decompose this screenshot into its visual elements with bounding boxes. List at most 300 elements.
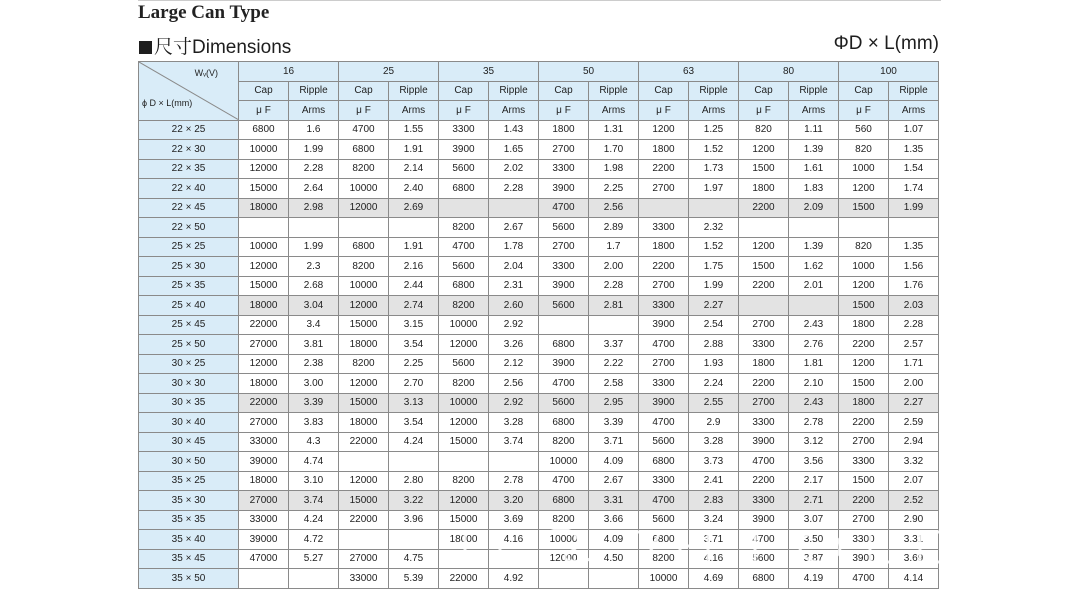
ripple-value-cell: 2.78 [489, 471, 539, 491]
ripple-value-cell [689, 198, 739, 218]
column-label-ripple: Ripple [489, 81, 539, 101]
column-unit-cap: μ F [339, 101, 389, 121]
cap-value-cell: 12000 [339, 471, 389, 491]
cap-value-cell: 47000 [239, 549, 289, 569]
cap-value-cell: 4700 [539, 374, 589, 394]
table-row [139, 374, 939, 394]
cap-value-cell: 1800 [739, 179, 789, 199]
cap-value-cell: 2700 [539, 237, 589, 257]
ripple-value-cell: 3.66 [589, 510, 639, 530]
ripple-value-cell: 2.55 [689, 393, 739, 413]
cap-value-cell: 560 [839, 120, 889, 140]
ripple-value-cell: 2.32 [689, 218, 739, 238]
cap-value-cell [839, 218, 889, 238]
cap-value-cell: 4700 [639, 491, 689, 511]
ripple-value-cell: 1.83 [789, 179, 839, 199]
ripple-value-cell: 1.99 [889, 198, 939, 218]
cap-value-cell: 10000 [439, 393, 489, 413]
ripple-value-cell [789, 218, 839, 238]
cap-value-cell: 10000 [239, 237, 289, 257]
cap-value-cell: 22000 [239, 315, 289, 335]
cap-value-cell [339, 452, 389, 472]
cap-value-cell: 2700 [839, 510, 889, 530]
ripple-value-cell [889, 218, 939, 238]
table-corner-cell [139, 62, 239, 121]
ripple-value-cell: 2.89 [589, 218, 639, 238]
cap-value-cell: 1500 [839, 198, 889, 218]
ripple-value-cell [489, 198, 539, 218]
cap-value-cell: 8200 [339, 354, 389, 374]
ripple-value-cell: 1.78 [489, 237, 539, 257]
ripple-value-cell: 4.24 [389, 432, 439, 452]
table-row [139, 335, 939, 355]
ripple-value-cell: 3.24 [689, 510, 739, 530]
cap-value-cell: 4700 [339, 120, 389, 140]
ripple-value-cell: 1.75 [689, 257, 739, 277]
table-row [139, 491, 939, 511]
ripple-value-cell: 4.16 [489, 530, 539, 550]
cap-value-cell: 15000 [339, 393, 389, 413]
ripple-value-cell: 2.92 [489, 393, 539, 413]
table-row [139, 413, 939, 433]
voltage-axis-label: Wᵥ(V) [194, 68, 218, 78]
cap-value-cell: 3300 [739, 491, 789, 511]
ripple-value-cell: 3.22 [389, 491, 439, 511]
cap-value-cell: 18000 [339, 335, 389, 355]
cap-value-cell: 5600 [639, 510, 689, 530]
cap-value-cell: 1800 [839, 315, 889, 335]
ripple-value-cell: 3.13 [389, 393, 439, 413]
row-size-label: 35 × 30 [139, 491, 239, 511]
cap-value-cell: 5600 [439, 354, 489, 374]
ripple-value-cell: 3.74 [489, 432, 539, 452]
ripple-value-cell: 1.6 [289, 120, 339, 140]
column-unit-ripple: Arms [889, 101, 939, 121]
ripple-value-cell: 2.81 [589, 296, 639, 316]
row-size-label: 22 × 25 [139, 120, 239, 140]
ripple-value-cell: 1.99 [289, 237, 339, 257]
column-label-row [139, 81, 939, 101]
table-row [139, 452, 939, 472]
ripple-value-cell: 2.16 [389, 257, 439, 277]
ripple-value-cell: 2.01 [789, 276, 839, 296]
cap-value-cell: 22000 [339, 510, 389, 530]
cap-value-cell: 12000 [439, 413, 489, 433]
column-label-ripple: Ripple [389, 81, 439, 101]
ripple-value-cell: 2.40 [389, 179, 439, 199]
cap-value-cell: 15000 [339, 491, 389, 511]
ripple-value-cell: 4.50 [589, 549, 639, 569]
ripple-value-cell: 1.97 [689, 179, 739, 199]
column-label-cap: Cap [339, 81, 389, 101]
cap-value-cell: 2700 [739, 393, 789, 413]
cap-value-cell: 2200 [839, 413, 889, 433]
table-row [139, 471, 939, 491]
cap-value-cell: 3900 [539, 276, 589, 296]
ripple-value-cell: 1.99 [289, 140, 339, 160]
column-label-ripple: Ripple [789, 81, 839, 101]
ripple-value-cell: 1.56 [889, 257, 939, 277]
column-unit-ripple: Arms [789, 101, 839, 121]
ripple-value-cell: 3.12 [789, 432, 839, 452]
ripple-value-cell [389, 530, 439, 550]
cap-value-cell: 4700 [639, 335, 689, 355]
cap-value-cell: 22000 [239, 393, 289, 413]
cap-value-cell: 10000 [639, 569, 689, 589]
cap-value-cell: 3300 [839, 452, 889, 472]
cap-value-cell: 2700 [639, 276, 689, 296]
table-row [139, 218, 939, 238]
ripple-value-cell: 2.09 [789, 198, 839, 218]
cap-value-cell: 5600 [539, 296, 589, 316]
cap-value-cell: 3900 [739, 510, 789, 530]
cap-value-cell [439, 549, 489, 569]
row-size-label: 25 × 45 [139, 315, 239, 335]
cap-value-cell: 3300 [739, 335, 789, 355]
cap-value-cell: 3300 [439, 120, 489, 140]
ripple-value-cell: 3.39 [589, 413, 639, 433]
cap-value-cell: 5600 [439, 159, 489, 179]
table-body [139, 120, 939, 588]
table-row [139, 120, 939, 140]
ripple-value-cell: 1.55 [389, 120, 439, 140]
cap-value-cell: 2200 [739, 276, 789, 296]
cap-value-cell: 6800 [439, 179, 489, 199]
ripple-value-cell: 2.27 [689, 296, 739, 316]
cap-value-cell: 1500 [739, 257, 789, 277]
row-size-label: 30 × 30 [139, 374, 239, 394]
row-size-label: 35 × 40 [139, 530, 239, 550]
ripple-value-cell: 4.75 [389, 549, 439, 569]
page-title: Large Can Type [138, 2, 270, 23]
column-label-cap: Cap [839, 81, 889, 101]
ripple-value-cell: 1.70 [589, 140, 639, 160]
ripple-value-cell: 2.41 [689, 471, 739, 491]
ripple-value-cell: 2.58 [589, 374, 639, 394]
cap-value-cell: 8200 [639, 549, 689, 569]
ripple-value-cell: 3.28 [489, 413, 539, 433]
ripple-value-cell: 1.74 [889, 179, 939, 199]
cap-value-cell: 5600 [439, 257, 489, 277]
cap-value-cell: 3900 [739, 432, 789, 452]
column-unit-ripple: Arms [289, 101, 339, 121]
cap-value-cell: 1200 [639, 120, 689, 140]
cap-value-cell [439, 452, 489, 472]
ripple-value-cell: 2.92 [489, 315, 539, 335]
ripple-value-cell: 2.28 [589, 276, 639, 296]
ripple-value-cell: 2.9 [689, 413, 739, 433]
cap-value-cell: 8200 [439, 218, 489, 238]
cap-value-cell: 2700 [639, 179, 689, 199]
ripple-value-cell: 3.74 [289, 491, 339, 511]
cap-value-cell: 5600 [539, 393, 589, 413]
cap-value-cell: 3900 [439, 140, 489, 160]
cap-value-cell: 1500 [739, 159, 789, 179]
cap-value-cell: 820 [839, 237, 889, 257]
ripple-value-cell: 3.31 [889, 530, 939, 550]
ripple-value-cell: 2.70 [389, 374, 439, 394]
ripple-value-cell: 4.09 [589, 530, 639, 550]
table-row [139, 237, 939, 257]
cap-value-cell: 15000 [439, 510, 489, 530]
table-row [139, 393, 939, 413]
ripple-value-cell: 4.69 [689, 569, 739, 589]
cap-value-cell [239, 569, 289, 589]
cap-value-cell: 5600 [639, 432, 689, 452]
row-size-label: 25 × 35 [139, 276, 239, 296]
ripple-value-cell: 3.87 [789, 549, 839, 569]
cap-value-cell: 6800 [539, 413, 589, 433]
ripple-value-cell: 1.81 [789, 354, 839, 374]
ripple-value-cell: 2.64 [289, 179, 339, 199]
row-size-label: 30 × 50 [139, 452, 239, 472]
cap-value-cell: 1800 [739, 354, 789, 374]
cap-value-cell [539, 569, 589, 589]
voltage-header-100: 100 [839, 62, 939, 82]
cap-value-cell: 12000 [339, 296, 389, 316]
ripple-value-cell: 1.7 [589, 237, 639, 257]
cap-value-cell: 15000 [339, 315, 389, 335]
voltage-header-80: 80 [739, 62, 839, 82]
cap-value-cell: 1800 [539, 120, 589, 140]
cap-value-cell: 12000 [439, 491, 489, 511]
ripple-value-cell: 3.32 [889, 452, 939, 472]
column-label-cap: Cap [539, 81, 589, 101]
voltage-header-row [139, 62, 939, 82]
cap-value-cell: 6800 [639, 530, 689, 550]
cap-value-cell: 2200 [639, 159, 689, 179]
voltage-header-50: 50 [539, 62, 639, 82]
cap-value-cell: 3900 [839, 549, 889, 569]
cap-value-cell: 18000 [339, 413, 389, 433]
cap-value-cell: 1200 [739, 237, 789, 257]
ripple-value-cell: 1.54 [889, 159, 939, 179]
ripple-value-cell: 2.59 [889, 413, 939, 433]
ripple-value-cell: 2.68 [289, 276, 339, 296]
cap-value-cell: 8200 [339, 257, 389, 277]
ripple-value-cell: 3.26 [489, 335, 539, 355]
ripple-value-cell: 3.73 [689, 452, 739, 472]
ripple-value-cell [289, 569, 339, 589]
ripple-value-cell: 2.28 [889, 315, 939, 335]
cap-value-cell: 10000 [539, 530, 589, 550]
ripple-value-cell: 2.00 [589, 257, 639, 277]
ripple-value-cell: 2.52 [889, 491, 939, 511]
ripple-value-cell: 3.10 [289, 471, 339, 491]
ripple-value-cell: 2.94 [889, 432, 939, 452]
ripple-value-cell: 5.39 [389, 569, 439, 589]
ripple-value-cell: 1.35 [889, 140, 939, 160]
cap-value-cell: 6800 [339, 140, 389, 160]
cap-value-cell: 2200 [839, 335, 889, 355]
table-row [139, 315, 939, 335]
ripple-value-cell [389, 218, 439, 238]
ripple-value-cell: 3.20 [489, 491, 539, 511]
voltage-header-63: 63 [639, 62, 739, 82]
column-unit-cap: μ F [639, 101, 689, 121]
cap-value-cell: 1800 [639, 140, 689, 160]
ripple-value-cell: 2.3 [289, 257, 339, 277]
cap-value-cell: 3300 [539, 159, 589, 179]
ripple-value-cell: 3.31 [589, 491, 639, 511]
cap-value-cell: 10000 [439, 315, 489, 335]
cap-value-cell: 8200 [439, 296, 489, 316]
ripple-value-cell: 3.37 [589, 335, 639, 355]
cap-value-cell: 2200 [839, 491, 889, 511]
ripple-value-cell: 3.04 [289, 296, 339, 316]
ripple-value-cell: 2.28 [289, 159, 339, 179]
cap-value-cell: 3300 [739, 413, 789, 433]
cap-value-cell [439, 198, 489, 218]
cap-value-cell: 12000 [239, 257, 289, 277]
cap-value-cell: 12000 [339, 198, 389, 218]
ripple-value-cell: 2.95 [589, 393, 639, 413]
ripple-value-cell: 2.25 [389, 354, 439, 374]
cap-value-cell: 3300 [539, 257, 589, 277]
row-size-label: 25 × 30 [139, 257, 239, 277]
cap-value-cell: 2700 [739, 315, 789, 335]
cap-value-cell: 18000 [439, 530, 489, 550]
cap-value-cell: 12000 [239, 159, 289, 179]
dimension-units: ΦD × L(mm) [833, 33, 939, 54]
ripple-value-cell: 2.00 [889, 374, 939, 394]
ripple-value-cell: 2.27 [889, 393, 939, 413]
ripple-value-cell: 5.27 [289, 549, 339, 569]
ripple-value-cell: 3.69 [489, 510, 539, 530]
ripple-value-cell: 2.98 [289, 198, 339, 218]
cap-value-cell: 1500 [839, 296, 889, 316]
ripple-value-cell: 4.16 [689, 549, 739, 569]
row-size-label: 30 × 40 [139, 413, 239, 433]
ripple-value-cell: 2.83 [689, 491, 739, 511]
row-size-label: 25 × 40 [139, 296, 239, 316]
table-row [139, 354, 939, 374]
cap-value-cell: 6800 [539, 491, 589, 511]
cap-value-cell: 27000 [239, 335, 289, 355]
column-unit-ripple: Arms [589, 101, 639, 121]
cap-value-cell [339, 218, 389, 238]
ripple-value-cell: 3.54 [389, 335, 439, 355]
column-unit-row [139, 101, 939, 121]
ripple-value-cell: 4.19 [789, 569, 839, 589]
ripple-value-cell: 4.92 [489, 569, 539, 589]
ripple-value-cell [789, 296, 839, 316]
cap-value-cell: 1200 [739, 140, 789, 160]
ripple-value-cell: 1.99 [689, 276, 739, 296]
cap-value-cell: 1200 [839, 354, 889, 374]
column-unit-cap: μ F [239, 101, 289, 121]
cap-value-cell: 27000 [239, 413, 289, 433]
column-label-cap: Cap [639, 81, 689, 101]
ripple-value-cell: 2.67 [489, 218, 539, 238]
ripple-value-cell: 2.76 [789, 335, 839, 355]
cap-value-cell: 6800 [339, 237, 389, 257]
section-heading-text: 尺寸Dimensions [154, 37, 292, 58]
cap-value-cell: 1200 [839, 276, 889, 296]
ripple-value-cell: 2.38 [289, 354, 339, 374]
ripple-value-cell: 1.11 [789, 120, 839, 140]
ripple-value-cell: 3.54 [389, 413, 439, 433]
ripple-value-cell: 2.57 [889, 335, 939, 355]
cap-value-cell: 22000 [339, 432, 389, 452]
ripple-value-cell: 3.71 [589, 432, 639, 452]
ripple-value-cell: 1.31 [589, 120, 639, 140]
ripple-value-cell [589, 315, 639, 335]
cap-value-cell: 4700 [739, 530, 789, 550]
cap-value-cell: 22000 [439, 569, 489, 589]
row-size-label: 25 × 25 [139, 237, 239, 257]
cap-value-cell: 2200 [739, 471, 789, 491]
cap-value-cell: 6800 [739, 569, 789, 589]
ripple-value-cell: 2.31 [489, 276, 539, 296]
cap-value-cell: 2200 [639, 257, 689, 277]
cap-value-cell: 1200 [839, 179, 889, 199]
cap-value-cell: 2700 [539, 140, 589, 160]
ripple-value-cell: 3.39 [289, 393, 339, 413]
ripple-value-cell: 2.14 [389, 159, 439, 179]
ripple-value-cell: 3.56 [789, 452, 839, 472]
cap-value-cell: 4700 [539, 198, 589, 218]
ripple-value-cell: 1.93 [689, 354, 739, 374]
ripple-value-cell: 2.71 [789, 491, 839, 511]
ripple-value-cell [489, 452, 539, 472]
cap-value-cell: 4700 [739, 452, 789, 472]
row-size-label: 22 × 45 [139, 198, 239, 218]
table-row [139, 257, 939, 277]
cap-value-cell: 1000 [839, 257, 889, 277]
column-unit-ripple: Arms [689, 101, 739, 121]
ripple-value-cell: 2.22 [589, 354, 639, 374]
column-label-ripple: Ripple [889, 81, 939, 101]
column-unit-cap: μ F [439, 101, 489, 121]
cap-value-cell: 33000 [239, 510, 289, 530]
cap-value-cell: 3900 [539, 354, 589, 374]
ripple-value-cell: 3.96 [389, 510, 439, 530]
cap-value-cell: 1500 [839, 471, 889, 491]
cap-value-cell: 10000 [239, 140, 289, 160]
table-row [139, 159, 939, 179]
ripple-value-cell: 3.28 [689, 432, 739, 452]
row-size-label: 35 × 25 [139, 471, 239, 491]
cap-value-cell: 3900 [639, 393, 689, 413]
table-row [139, 432, 939, 452]
cap-value-cell: 820 [839, 140, 889, 160]
table-row [139, 530, 939, 550]
cap-value-cell: 12000 [239, 354, 289, 374]
column-unit-ripple: Arms [489, 101, 539, 121]
ripple-value-cell: 2.54 [689, 315, 739, 335]
cap-value-cell: 820 [739, 120, 789, 140]
cap-value-cell: 4700 [639, 413, 689, 433]
cap-value-cell: 12000 [339, 374, 389, 394]
dimensions-table [138, 61, 939, 589]
ripple-value-cell: 2.24 [689, 374, 739, 394]
row-size-label: 22 × 35 [139, 159, 239, 179]
ripple-value-cell: 3.00 [289, 374, 339, 394]
cap-value-cell: 33000 [239, 432, 289, 452]
top-rule [138, 0, 941, 1]
ripple-value-cell: 2.17 [789, 471, 839, 491]
cap-value-cell: 4700 [839, 569, 889, 589]
cap-value-cell: 8200 [539, 432, 589, 452]
size-axis-label: ϕ D × L(mm) [142, 97, 193, 108]
cap-value-cell: 8200 [439, 471, 489, 491]
ripple-value-cell: 1.73 [689, 159, 739, 179]
cap-value-cell: 10000 [339, 276, 389, 296]
cap-value-cell: 1500 [839, 374, 889, 394]
voltage-header-16: 16 [239, 62, 339, 82]
ripple-value-cell: 4.14 [889, 569, 939, 589]
